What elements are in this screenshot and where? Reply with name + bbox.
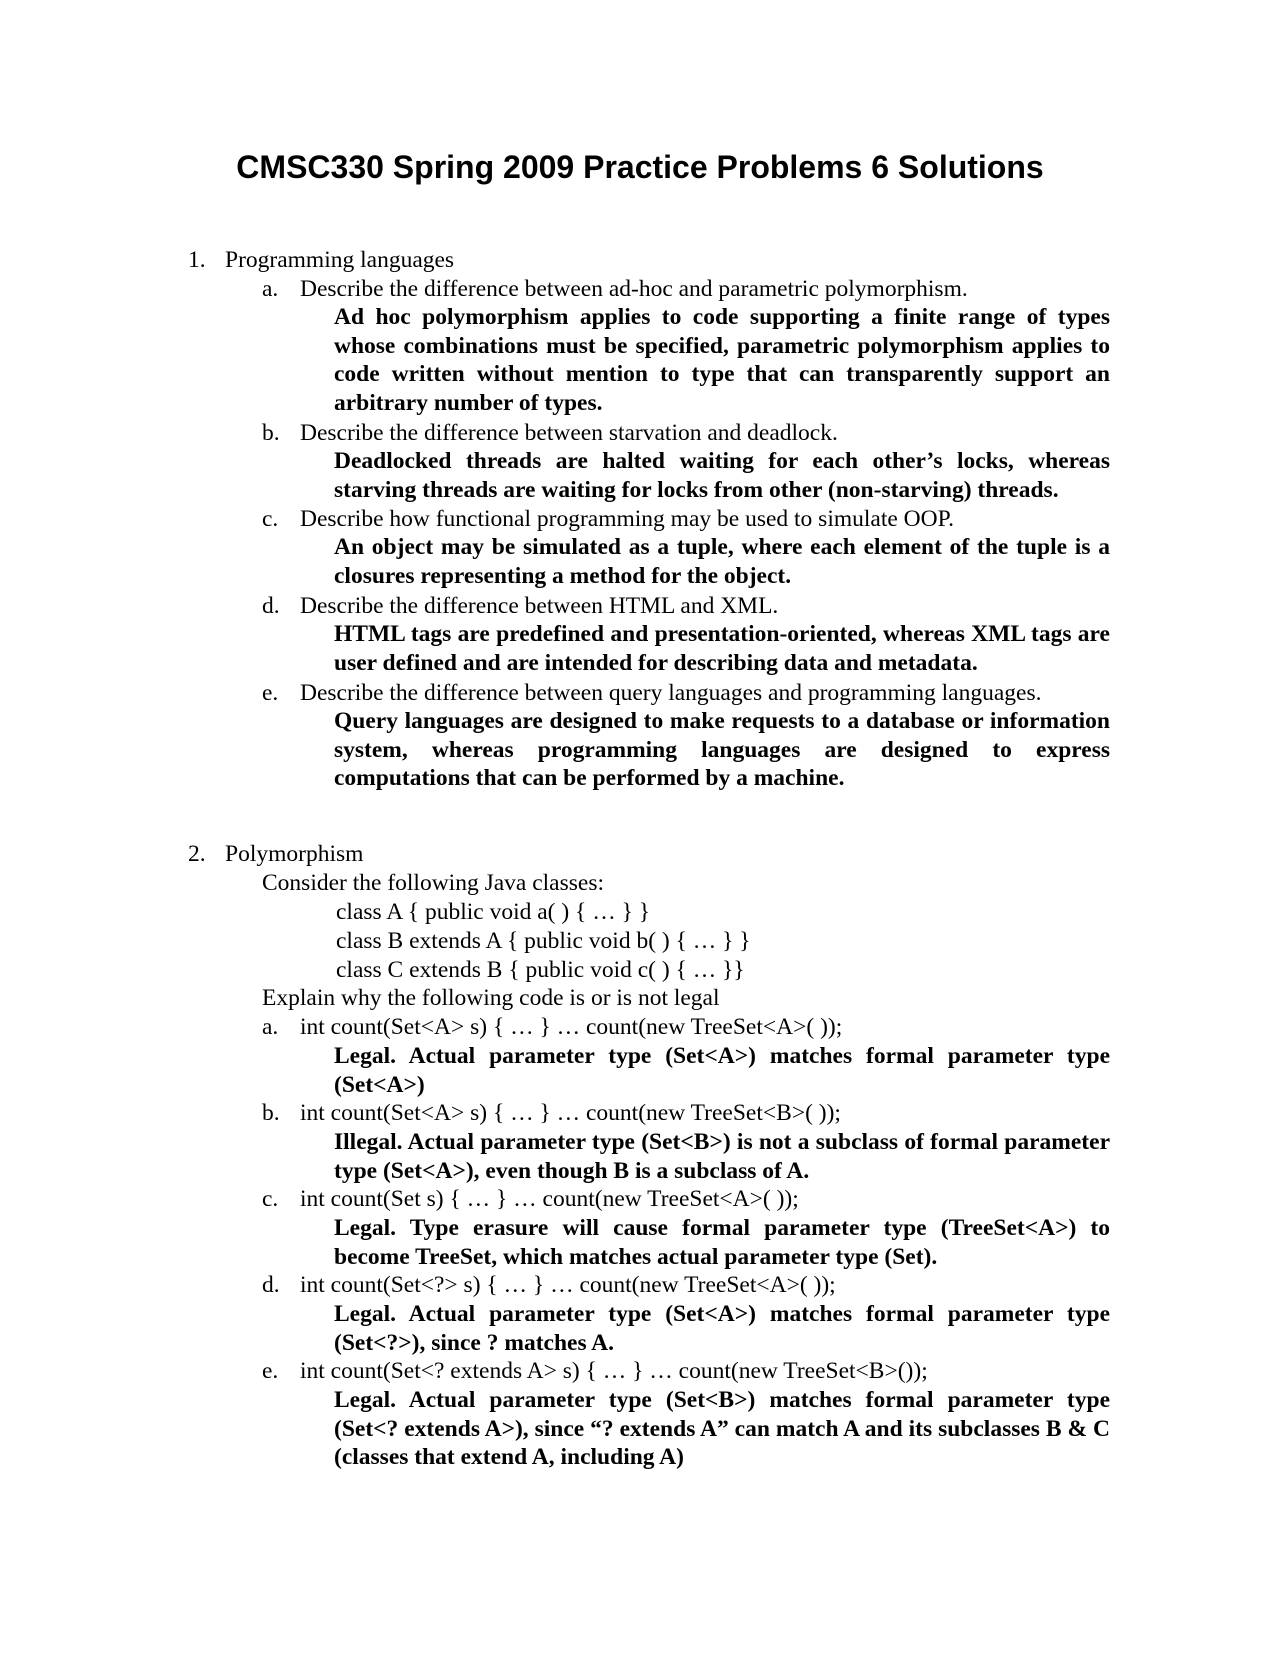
section-heading: Polymorphism <box>225 841 364 867</box>
question-text: Describe the difference between starvation and deadlock. <box>300 420 838 446</box>
code-line: int count(Set<A> s) { … } … count(new TreeSet<B>( )); <box>300 1100 841 1126</box>
intro-text: Consider the following Java classes: <box>262 870 604 896</box>
answer-text: Legal. Type erasure will cause formal parameter type (TreeSet<A>) to become TreeSet, which matches actual parameter type (Set). <box>334 1215 1110 1270</box>
item-letter: b. <box>262 1100 280 1126</box>
answer-text: Deadlocked threads are halted waiting for each other’s locks, whereas starving threads are waiting for locks from other (non-starving) threads. <box>334 448 1110 503</box>
answer-text: Illegal. Actual parameter type (Set<B>) is not a subclass of formal parameter type (Set<A>), even though B is a subclass of A. <box>334 1129 1110 1184</box>
answer-text: Query languages are designed to make requests to a database or information system, whereas programming languages are designed to express computations that can be performed by a machine. <box>334 708 1110 792</box>
code-line: int count(Set<?> s) { … } … count(new TreeSet<A>( )); <box>300 1272 836 1298</box>
item-letter: a. <box>262 1014 279 1040</box>
answer-text: HTML tags are predefined and presentation-oriented, whereas XML tags are user defined and are intended for describing data and metadata. <box>334 621 1110 676</box>
answer-text: An object may be simulated as a tuple, where each element of the tuple is a closures representing a method for the object. <box>334 534 1110 589</box>
item-letter: e. <box>262 680 279 706</box>
question-text: Describe the difference between ad-hoc and parametric polymorphism. <box>300 276 968 302</box>
section-number: 1. <box>188 247 206 273</box>
section-number: 2. <box>188 841 206 867</box>
code-class-a: class A { public void a( ) { … } } <box>336 899 651 925</box>
page-title: CMSC330 Spring 2009 Practice Problems 6 Solutions <box>236 149 1044 185</box>
item-letter: d. <box>262 1272 280 1298</box>
section-heading: Programming languages <box>225 247 455 273</box>
item-letter: a. <box>262 276 279 302</box>
item-letter: e. <box>262 1358 279 1384</box>
answer-text: Legal. Actual parameter type (Set<A>) matches formal parameter type (Set<A>) <box>334 1043 1110 1098</box>
code-class-c: class C extends B { public void c( ) { … }} <box>336 957 745 983</box>
item-letter: c. <box>262 506 279 532</box>
item-letter: c. <box>262 1186 279 1212</box>
question-text: Describe the difference between query languages and programming languages. <box>300 680 1042 706</box>
code-line: int count(Set s) { … } … count(new TreeSet<A>( )); <box>300 1186 799 1212</box>
code-line: int count(Set<? extends A> s) { … } … count(new TreeSet<B>()); <box>300 1358 928 1384</box>
prompt-text: Explain why the following code is or is not legal <box>262 985 720 1011</box>
answer-text: Ad hoc polymorphism applies to code supporting a finite range of types whose combinations must be specified, parametric polymorphism applies to code written without mention to type that can transparently support an arbitrary number of types. <box>334 304 1110 416</box>
answer-text: Legal. Actual parameter type (Set<A>) matches formal parameter type (Set<?>), since ? matches A. <box>334 1301 1110 1356</box>
code-line: int count(Set<A> s) { … } … count(new TreeSet<A>( )); <box>300 1014 843 1040</box>
item-letter: b. <box>262 420 280 446</box>
question-text: Describe how functional programming may be used to simulate OOP. <box>300 506 954 532</box>
code-class-b: class B extends A { public void b( ) { … } } <box>336 928 751 954</box>
question-text: Describe the difference between HTML and XML. <box>300 593 779 619</box>
item-letter: d. <box>262 593 280 619</box>
answer-text: Legal. Actual parameter type (Set<B>) matches formal parameter type (Set<? extends A>), since “? extends A” can match A and its subclasses B & C (classes that extend A, including A) <box>334 1387 1110 1471</box>
